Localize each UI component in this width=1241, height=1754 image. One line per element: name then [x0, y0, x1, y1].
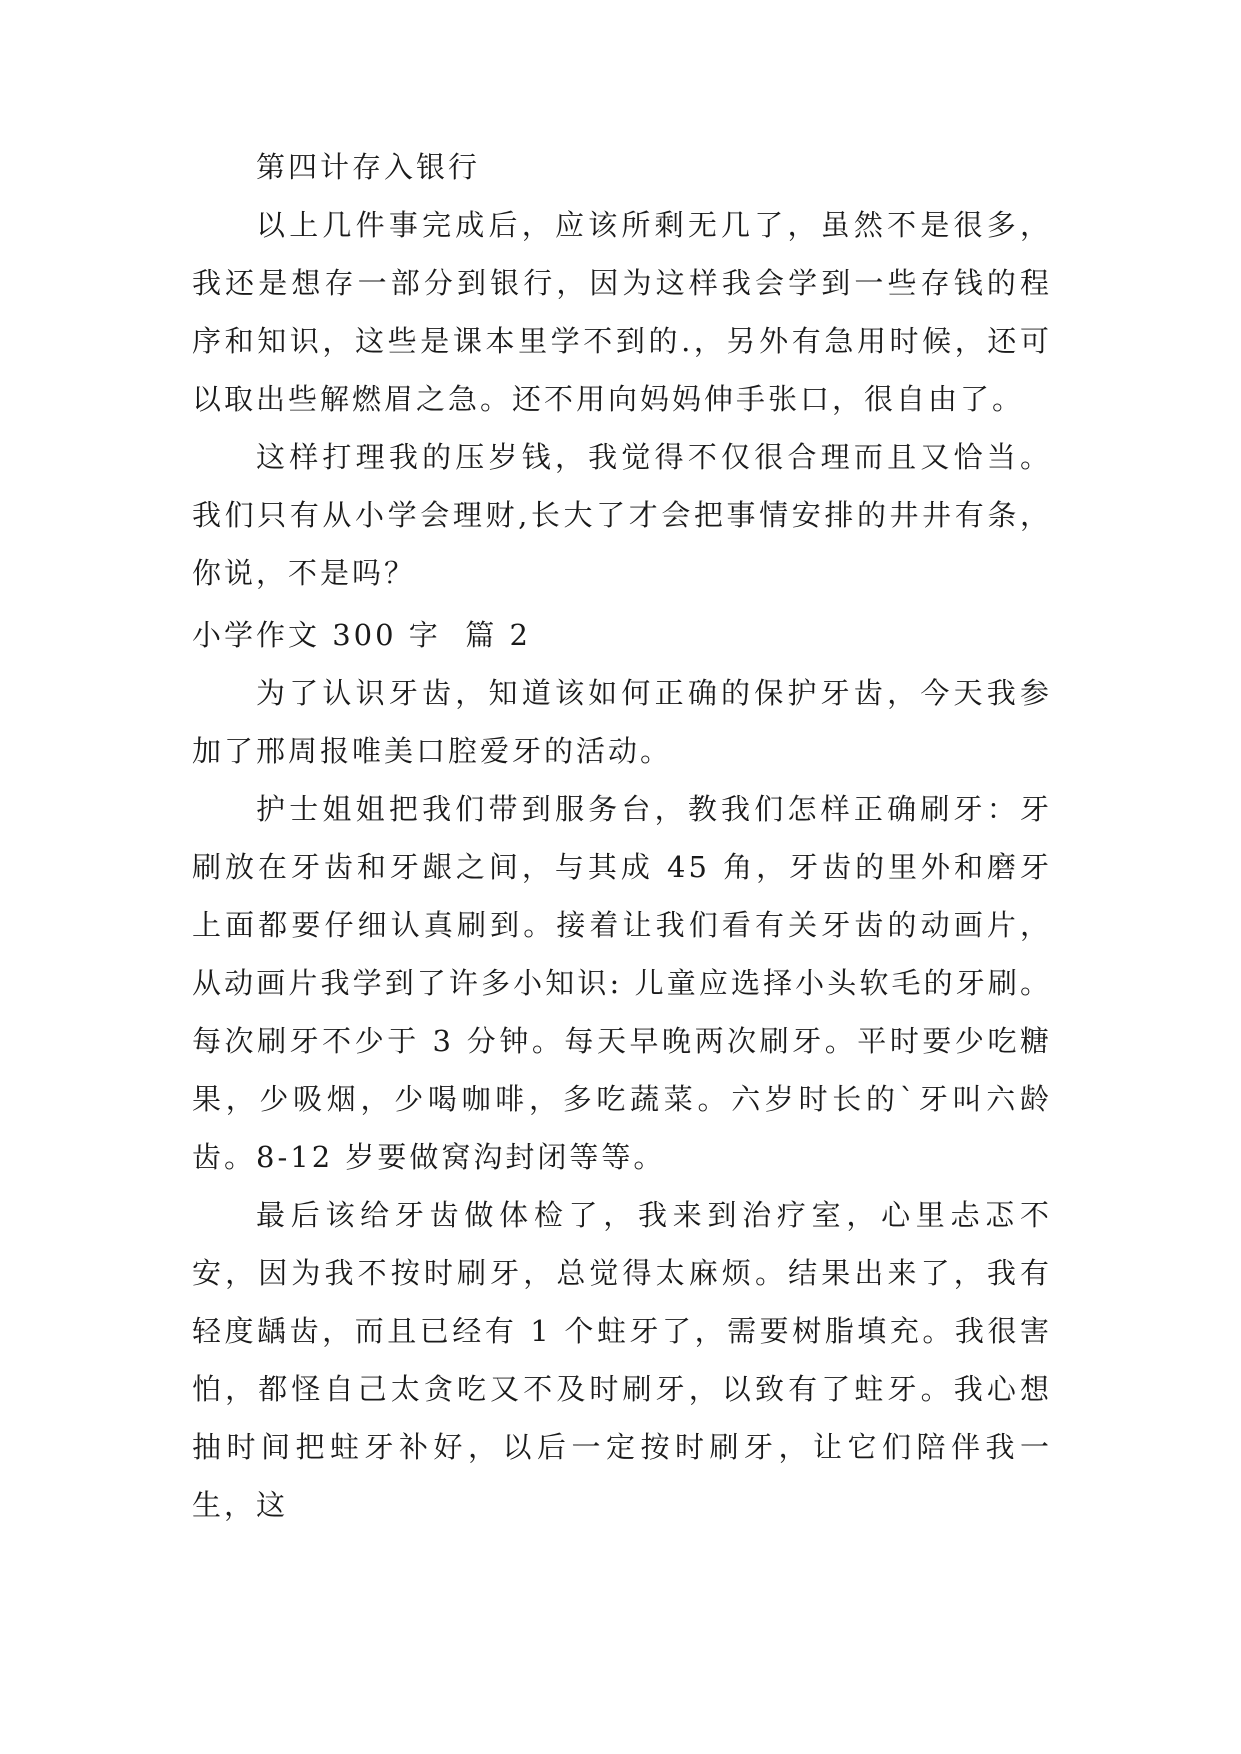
paragraph: 这样打理我的压岁钱，我觉得不仅很合理而且又恰当。我们只有从小学会理财,长大了才会把事情安排的井井有条，你说，不是吗？: [192, 440, 1052, 590]
paragraph: 为了认识牙齿，知道该如何正确的保护牙齿，今天我参加了邢周报唯美口腔爱牙的活动。: [192, 676, 1052, 768]
paragraph: 最后该给牙齿做体检了，我来到治疗室，心里忐忑不安，因为我不按时刷牙，总觉得太麻烦。结果出来了，我有轻度龋齿，而且已经有 1 个蛀牙了，需要树脂填充。我很害怕，都怪自己太贪吃又不及时刷牙，以致有了蛀牙。我心想抽时间把蛀牙补好，以后一定按时刷牙，让它们陪伴我一生，这: [192, 1198, 1052, 1522]
essay-title: 小学作文 300 字 篇 2: [192, 618, 531, 652]
essay-section: [192, 606, 1052, 1534]
paragraph: 护士姐姐把我们带到服务台，教我们怎样正确刷牙：牙刷放在牙齿和牙龈之间，与其成 45 角，牙齿的里外和磨牙上面都要仔细认真刷到。接着让我们看有关牙齿的动画片，从动画片我学到了许多小知识: 儿童应选择小头软毛的牙刷。每次刷牙不少于 3 分钟。每天早晚两次刷牙。平时要少吃糖果，少吸烟，少喝咖啡，多吃蔬菜。六岁时长的`牙叫六龄齿。8-12 岁要做窝沟封闭等等。: [192, 792, 1052, 1174]
paragraph: 以上几件事完成后，应该所剩无几了，虽然不是很多，我还是想存一部分到银行，因为这样我会学到一些存钱的程序和知识，这些是课本里学不到的.，另外有急用时候，还可以取出些解燃眉之急。还不用向妈妈伸手张口，很自由了。: [192, 208, 1052, 416]
section-heading: 第四计存入银行: [256, 150, 481, 184]
section-save-in-bank: [192, 138, 1052, 602]
